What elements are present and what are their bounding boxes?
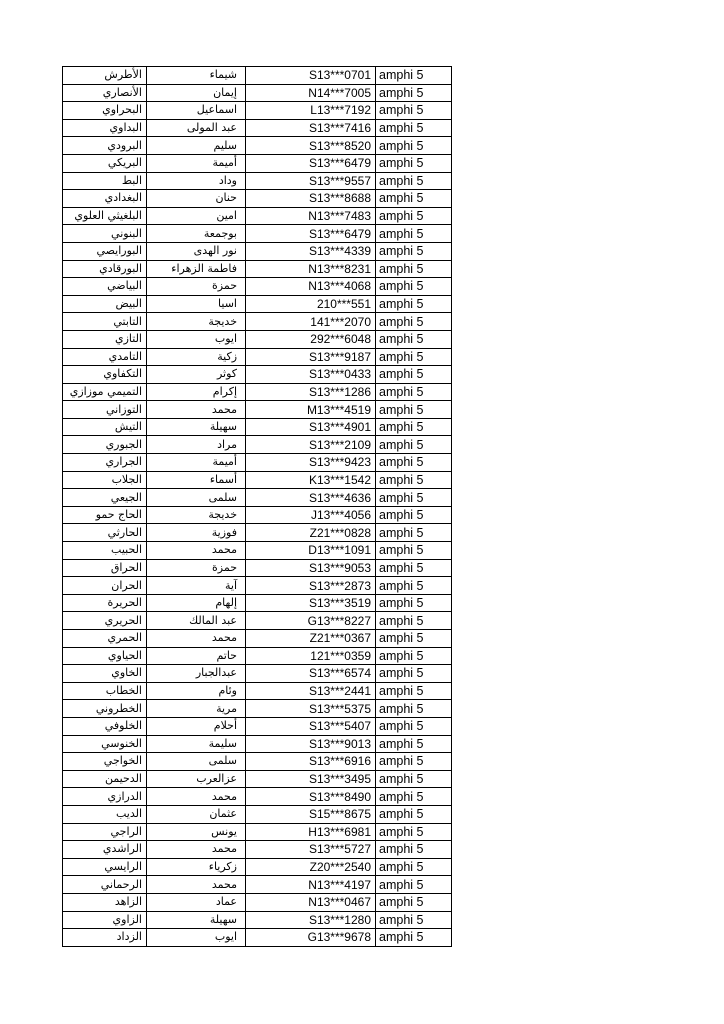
room-cell: amphi 5 — [376, 330, 452, 348]
student-id-cell: N13***7483 — [246, 207, 376, 225]
room-cell: amphi 5 — [376, 788, 452, 806]
room-cell: amphi 5 — [376, 524, 452, 542]
first-name-cell: محمد — [147, 876, 246, 894]
last-name-cell: الحراق — [63, 559, 147, 577]
room-cell: amphi 5 — [376, 154, 452, 172]
student-id-cell: N13***0467 — [246, 893, 376, 911]
first-name-cell: محمد — [147, 630, 246, 648]
last-name-cell: الزداد — [63, 929, 147, 947]
first-name-cell: امين — [147, 207, 246, 225]
last-name-cell: البحراوي — [63, 102, 147, 120]
first-name-cell: إلهام — [147, 594, 246, 612]
table-row — [63, 929, 452, 947]
student-id-cell: S13***9423 — [246, 454, 376, 472]
room-cell: amphi 5 — [376, 348, 452, 366]
table-row — [63, 471, 452, 489]
table-row — [63, 524, 452, 542]
room-cell: amphi 5 — [376, 577, 452, 595]
room-cell: amphi 5 — [376, 366, 452, 384]
first-name-cell: فوزية — [147, 524, 246, 542]
room-cell: amphi 5 — [376, 102, 452, 120]
last-name-cell: البداوي — [63, 119, 147, 137]
table-row — [63, 313, 452, 331]
table-row — [63, 506, 452, 524]
student-list-table — [62, 66, 452, 947]
room-cell: amphi 5 — [376, 172, 452, 190]
first-name-cell: أسماء — [147, 471, 246, 489]
table-row — [63, 278, 452, 296]
student-id-cell: 292***6048 — [246, 330, 376, 348]
table-row — [63, 295, 452, 313]
last-name-cell: الأطرش — [63, 67, 147, 85]
table-row — [63, 911, 452, 929]
table-row — [63, 823, 452, 841]
table-row — [63, 102, 452, 120]
last-name-cell: الخواجي — [63, 753, 147, 771]
student-id-cell: S13***4636 — [246, 489, 376, 507]
student-id-cell: S13***8520 — [246, 137, 376, 155]
first-name-cell: عماد — [147, 893, 246, 911]
last-name-cell: البياضي — [63, 278, 147, 296]
room-cell: amphi 5 — [376, 418, 452, 436]
last-name-cell: الخلوفي — [63, 717, 147, 735]
room-cell: amphi 5 — [376, 401, 452, 419]
table-row — [63, 700, 452, 718]
last-name-cell: الزاوي — [63, 911, 147, 929]
table-row — [63, 366, 452, 384]
table-row — [63, 841, 452, 859]
table-row — [63, 84, 452, 102]
last-name-cell: الجلاب — [63, 471, 147, 489]
table-row — [63, 242, 452, 260]
student-id-cell: S13***9187 — [246, 348, 376, 366]
table-row — [63, 612, 452, 630]
first-name-cell: ايوب — [147, 330, 246, 348]
last-name-cell: الحران — [63, 577, 147, 595]
first-name-cell: سلمى — [147, 753, 246, 771]
last-name-cell: التامدي — [63, 348, 147, 366]
first-name-cell: سليمة — [147, 735, 246, 753]
table-row — [63, 436, 452, 454]
room-cell: amphi 5 — [376, 753, 452, 771]
student-id-cell: S13***2441 — [246, 682, 376, 700]
first-name-cell: سهيلة — [147, 418, 246, 436]
last-name-cell: الرحماني — [63, 876, 147, 894]
first-name-cell: حمزة — [147, 278, 246, 296]
last-name-cell: الحياوي — [63, 647, 147, 665]
student-id-cell: S13***6574 — [246, 665, 376, 683]
table-row — [63, 207, 452, 225]
student-id-cell: S13***9013 — [246, 735, 376, 753]
last-name-cell: الحارثي — [63, 524, 147, 542]
last-name-cell: البلغيثي العلوي — [63, 207, 147, 225]
student-id-cell: N14***7005 — [246, 84, 376, 102]
first-name-cell: حنان — [147, 190, 246, 208]
table-row — [63, 559, 452, 577]
room-cell: amphi 5 — [376, 858, 452, 876]
room-cell: amphi 5 — [376, 225, 452, 243]
room-cell: amphi 5 — [376, 594, 452, 612]
first-name-cell: وداد — [147, 172, 246, 190]
student-id-cell: S13***9053 — [246, 559, 376, 577]
last-name-cell: الزاهد — [63, 893, 147, 911]
room-cell: amphi 5 — [376, 893, 452, 911]
first-name-cell: سليم — [147, 137, 246, 155]
room-cell: amphi 5 — [376, 313, 452, 331]
table-row — [63, 154, 452, 172]
last-name-cell: الدرازي — [63, 788, 147, 806]
student-id-cell: M13***4519 — [246, 401, 376, 419]
student-id-cell: J13***4056 — [246, 506, 376, 524]
first-name-cell: محمد — [147, 542, 246, 560]
table-row — [63, 489, 452, 507]
first-name-cell: أميمة — [147, 154, 246, 172]
first-name-cell: مراد — [147, 436, 246, 454]
student-id-cell: H13***6981 — [246, 823, 376, 841]
student-id-cell: S13***7416 — [246, 119, 376, 137]
last-name-cell: البنوني — [63, 225, 147, 243]
room-cell: amphi 5 — [376, 929, 452, 947]
room-cell: amphi 5 — [376, 911, 452, 929]
student-id-cell: S13***2109 — [246, 436, 376, 454]
room-cell: amphi 5 — [376, 260, 452, 278]
student-id-cell: Z20***2540 — [246, 858, 376, 876]
first-name-cell: ايوب — [147, 929, 246, 947]
table-row — [63, 647, 452, 665]
student-id-cell: S13***5727 — [246, 841, 376, 859]
student-id-cell: S13***5375 — [246, 700, 376, 718]
room-cell: amphi 5 — [376, 454, 452, 472]
last-name-cell: الجراري — [63, 454, 147, 472]
student-id-cell: S13***2873 — [246, 577, 376, 595]
room-cell: amphi 5 — [376, 295, 452, 313]
room-cell: amphi 5 — [376, 190, 452, 208]
first-name-cell: إيمان — [147, 84, 246, 102]
first-name-cell: محمد — [147, 401, 246, 419]
last-name-cell: التكفاوي — [63, 366, 147, 384]
student-id-cell: S13***0433 — [246, 366, 376, 384]
room-cell: amphi 5 — [376, 823, 452, 841]
table-row — [63, 137, 452, 155]
last-name-cell: التيش — [63, 418, 147, 436]
student-id-cell: S13***1286 — [246, 383, 376, 401]
table-row — [63, 418, 452, 436]
first-name-cell: حمزة — [147, 559, 246, 577]
first-name-cell: عبد المالك — [147, 612, 246, 630]
table-row — [63, 454, 452, 472]
first-name-cell: يونس — [147, 823, 246, 841]
table-row — [63, 630, 452, 648]
table-row — [63, 770, 452, 788]
room-cell: amphi 5 — [376, 770, 452, 788]
student-id-cell: G13***8227 — [246, 612, 376, 630]
room-cell: amphi 5 — [376, 471, 452, 489]
student-id-cell: N13***4068 — [246, 278, 376, 296]
room-cell: amphi 5 — [376, 717, 452, 735]
first-name-cell: محمد — [147, 788, 246, 806]
student-id-cell: Z21***0828 — [246, 524, 376, 542]
last-name-cell: الخنوسي — [63, 735, 147, 753]
first-name-cell: خديجة — [147, 313, 246, 331]
last-name-cell: الأنصاري — [63, 84, 147, 102]
table-row — [63, 665, 452, 683]
table-row — [63, 735, 452, 753]
last-name-cell: البورقادي — [63, 260, 147, 278]
first-name-cell: سلمى — [147, 489, 246, 507]
first-name-cell: حاتم — [147, 647, 246, 665]
last-name-cell: الحبيب — [63, 542, 147, 560]
first-name-cell: نور الهدى — [147, 242, 246, 260]
room-cell: amphi 5 — [376, 665, 452, 683]
room-cell: amphi 5 — [376, 612, 452, 630]
student-id-cell: K13***1542 — [246, 471, 376, 489]
room-cell: amphi 5 — [376, 735, 452, 753]
room-cell: amphi 5 — [376, 559, 452, 577]
last-name-cell: الحمري — [63, 630, 147, 648]
table-row — [63, 577, 452, 595]
room-cell: amphi 5 — [376, 383, 452, 401]
first-name-cell: محمد — [147, 841, 246, 859]
first-name-cell: أحلام — [147, 717, 246, 735]
table-row — [63, 893, 452, 911]
student-id-cell: S13***8688 — [246, 190, 376, 208]
room-cell: amphi 5 — [376, 137, 452, 155]
table-row — [63, 753, 452, 771]
first-name-cell: أميمة — [147, 454, 246, 472]
first-name-cell: بوجمعة — [147, 225, 246, 243]
last-name-cell: الخطروني — [63, 700, 147, 718]
last-name-cell: الدحيمن — [63, 770, 147, 788]
first-name-cell: اسماعيل — [147, 102, 246, 120]
student-id-cell: 141***2070 — [246, 313, 376, 331]
table-row — [63, 119, 452, 137]
student-id-cell: 210***551 — [246, 295, 376, 313]
student-id-cell: S13***3519 — [246, 594, 376, 612]
student-id-cell: S13***3495 — [246, 770, 376, 788]
table-body — [63, 67, 452, 947]
room-cell: amphi 5 — [376, 278, 452, 296]
table-row — [63, 682, 452, 700]
student-id-cell: S13***0701 — [246, 67, 376, 85]
last-name-cell: الحريري — [63, 612, 147, 630]
student-id-cell: N13***4197 — [246, 876, 376, 894]
student-id-cell: G13***9678 — [246, 929, 376, 947]
student-id-cell: L13***7192 — [246, 102, 376, 120]
last-name-cell: التميمي موزازي — [63, 383, 147, 401]
last-name-cell: البيض — [63, 295, 147, 313]
room-cell: amphi 5 — [376, 876, 452, 894]
first-name-cell: شيماء — [147, 67, 246, 85]
student-id-cell: S13***1280 — [246, 911, 376, 929]
table-row — [63, 190, 452, 208]
room-cell: amphi 5 — [376, 207, 452, 225]
room-cell: amphi 5 — [376, 489, 452, 507]
first-name-cell: سهيلة — [147, 911, 246, 929]
last-name-cell: التوزاني — [63, 401, 147, 419]
student-id-cell: N13***8231 — [246, 260, 376, 278]
first-name-cell: خديجة — [147, 506, 246, 524]
room-cell: amphi 5 — [376, 436, 452, 454]
last-name-cell: البريكي — [63, 154, 147, 172]
first-name-cell: اسيا — [147, 295, 246, 313]
table-row — [63, 401, 452, 419]
last-name-cell: الديب — [63, 805, 147, 823]
last-name-cell: الراجي — [63, 823, 147, 841]
last-name-cell: البط — [63, 172, 147, 190]
table-row — [63, 348, 452, 366]
room-cell: amphi 5 — [376, 630, 452, 648]
table-row — [63, 330, 452, 348]
first-name-cell: عثمان — [147, 805, 246, 823]
table-row — [63, 788, 452, 806]
student-id-cell: S13***4901 — [246, 418, 376, 436]
last-name-cell: البورايصي — [63, 242, 147, 260]
room-cell: amphi 5 — [376, 84, 452, 102]
table-row — [63, 805, 452, 823]
student-id-cell: 121***0359 — [246, 647, 376, 665]
last-name-cell: الراشدي — [63, 841, 147, 859]
last-name-cell: الخطاب — [63, 682, 147, 700]
room-cell: amphi 5 — [376, 647, 452, 665]
student-id-cell: S13***4339 — [246, 242, 376, 260]
first-name-cell: كوثر — [147, 366, 246, 384]
student-id-cell: D13***1091 — [246, 542, 376, 560]
last-name-cell: الحاج حمو — [63, 506, 147, 524]
student-id-cell: S13***6916 — [246, 753, 376, 771]
last-name-cell: التابتي — [63, 313, 147, 331]
student-id-cell: S13***5407 — [246, 717, 376, 735]
first-name-cell: مرية — [147, 700, 246, 718]
student-id-cell: S13***6479 — [246, 225, 376, 243]
room-cell: amphi 5 — [376, 119, 452, 137]
first-name-cell: فاطمة الزهراء — [147, 260, 246, 278]
last-name-cell: البغدادي — [63, 190, 147, 208]
room-cell: amphi 5 — [376, 67, 452, 85]
room-cell: amphi 5 — [376, 805, 452, 823]
first-name-cell: عبد المولى — [147, 119, 246, 137]
last-name-cell: الجيعي — [63, 489, 147, 507]
last-name-cell: الجبوري — [63, 436, 147, 454]
first-name-cell: وئام — [147, 682, 246, 700]
first-name-cell: آية — [147, 577, 246, 595]
table-row — [63, 876, 452, 894]
room-cell: amphi 5 — [376, 682, 452, 700]
last-name-cell: الخاوي — [63, 665, 147, 683]
first-name-cell: إكرام — [147, 383, 246, 401]
first-name-cell: عبدالجبار — [147, 665, 246, 683]
table-row — [63, 260, 452, 278]
table-row — [63, 858, 452, 876]
last-name-cell: الحريرة — [63, 594, 147, 612]
table-row — [63, 172, 452, 190]
room-cell: amphi 5 — [376, 506, 452, 524]
student-id-cell: S13***6479 — [246, 154, 376, 172]
first-name-cell: زكية — [147, 348, 246, 366]
student-id-cell: S13***9557 — [246, 172, 376, 190]
student-id-cell: S13***8490 — [246, 788, 376, 806]
table-row — [63, 225, 452, 243]
table-row — [63, 717, 452, 735]
table-row — [63, 383, 452, 401]
first-name-cell: عزالعرب — [147, 770, 246, 788]
room-cell: amphi 5 — [376, 700, 452, 718]
first-name-cell: زكرياء — [147, 858, 246, 876]
student-id-cell: S15***8675 — [246, 805, 376, 823]
room-cell: amphi 5 — [376, 841, 452, 859]
table-row — [63, 67, 452, 85]
room-cell: amphi 5 — [376, 542, 452, 560]
room-cell: amphi 5 — [376, 242, 452, 260]
last-name-cell: الرايسي — [63, 858, 147, 876]
student-id-cell: Z21***0367 — [246, 630, 376, 648]
table-row — [63, 594, 452, 612]
last-name-cell: البرودي — [63, 137, 147, 155]
table-row — [63, 542, 452, 560]
last-name-cell: التازي — [63, 330, 147, 348]
